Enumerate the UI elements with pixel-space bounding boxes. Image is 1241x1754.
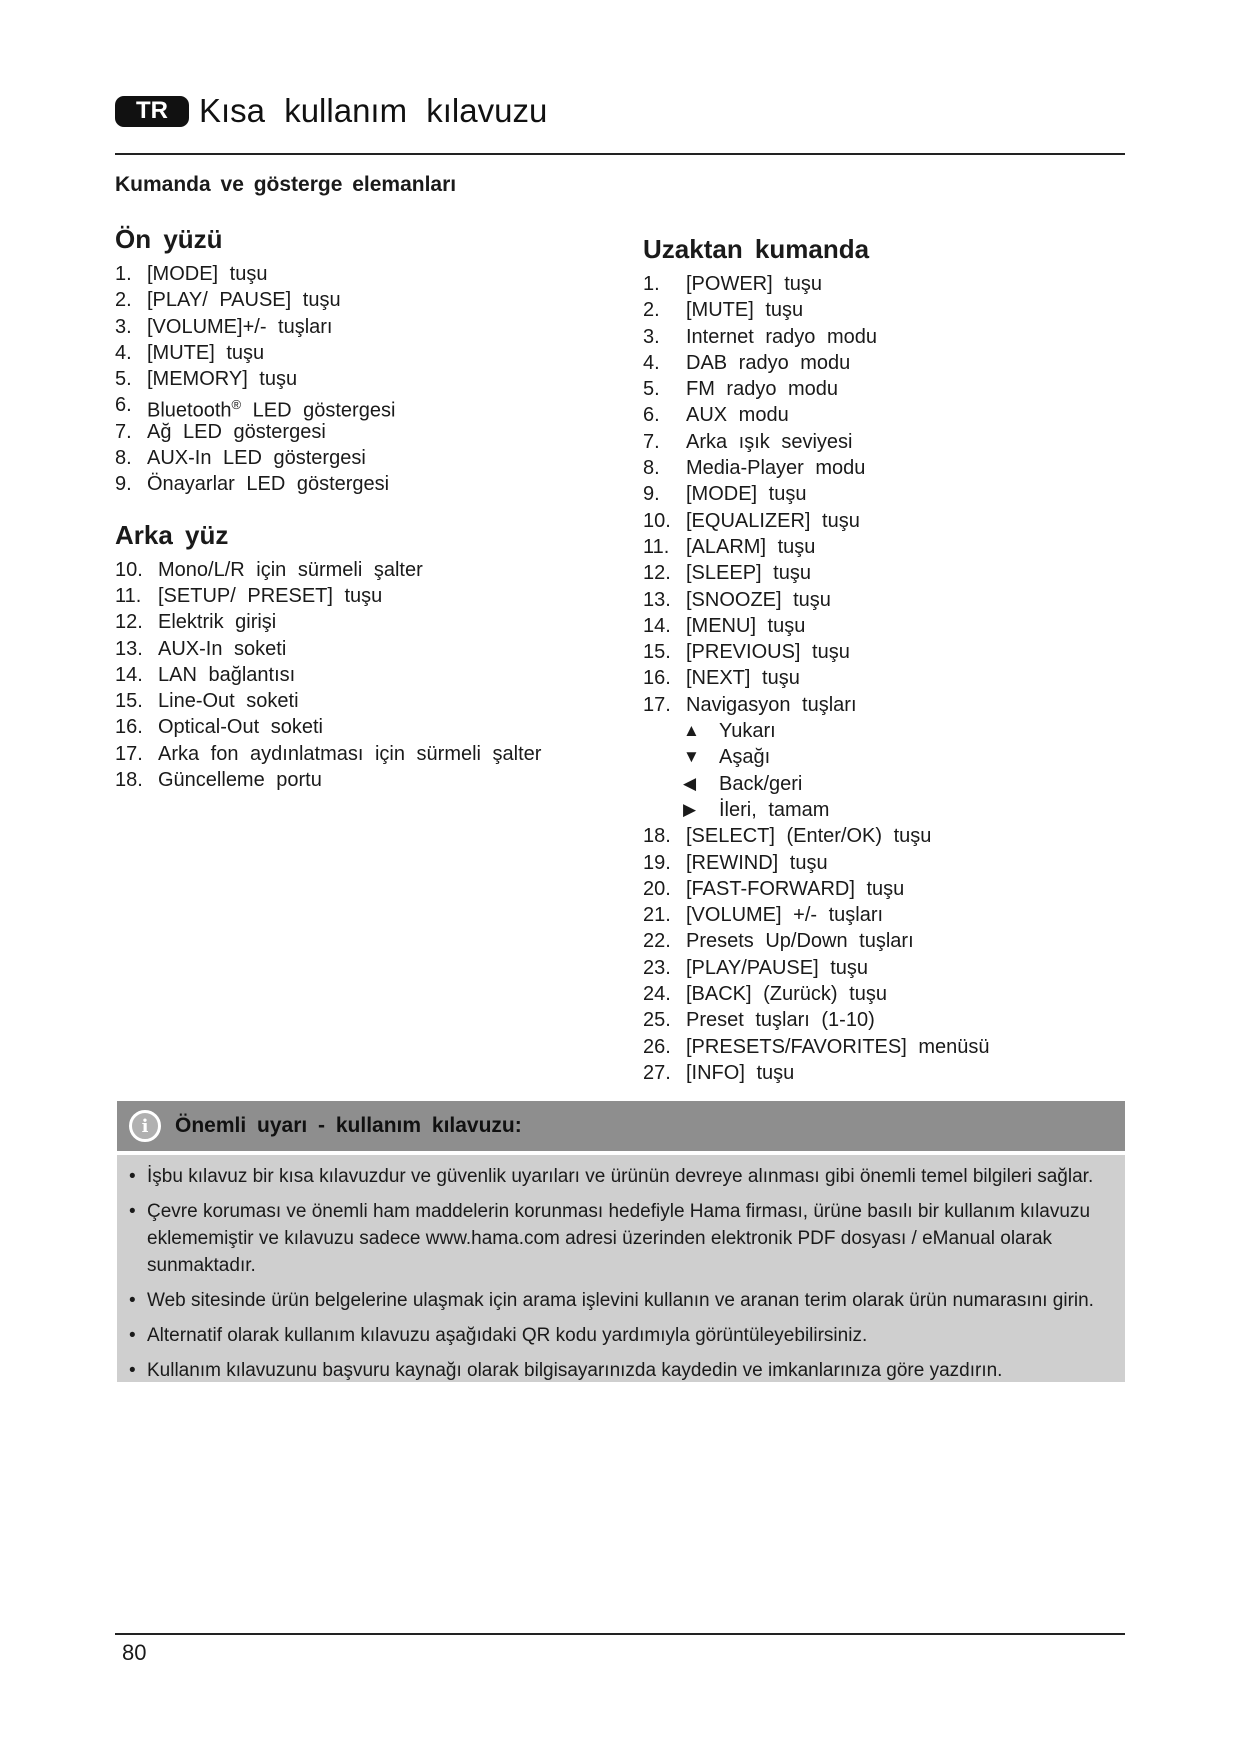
- item-text: [PREVIOUS] tuşu: [686, 641, 850, 664]
- item-text: [PLAY/PAUSE] tuşu: [686, 956, 869, 979]
- item-text: Back/geri: [719, 772, 803, 795]
- item-text: Arka fon aydınlatması için sürmeli şalter: [158, 742, 542, 765]
- item-text: [VOLUME]+/- tuşları: [147, 315, 333, 338]
- item-text: [SNOOZE] tuşu: [686, 588, 831, 611]
- list-item: [115, 287, 615, 313]
- list-item: [643, 429, 1123, 455]
- item-number: 23.: [643, 956, 671, 979]
- item-text: İleri, tamam: [719, 798, 830, 821]
- list-item: [115, 445, 615, 471]
- item-number: 6.: [643, 404, 660, 427]
- list-item: [643, 639, 1123, 665]
- page-header: [115, 92, 547, 130]
- list-item: [643, 902, 1123, 928]
- item-number: 10.: [643, 509, 671, 532]
- list-item: [643, 981, 1123, 1007]
- item-text: [EQUALIZER] tuşu: [686, 509, 860, 532]
- item-text: Presets Up/Down tuşları: [686, 930, 914, 953]
- item-text: [PLAY/ PAUSE] tuşu: [147, 289, 341, 312]
- notice-title: Önemli uyarı - kullanım kılavuzu:: [175, 1114, 522, 1137]
- item-number: 4.: [643, 351, 660, 374]
- document-title: Kısa kullanım kılavuzu: [199, 92, 548, 129]
- remote-control-title: Uzaktan kumanda: [643, 234, 870, 264]
- item-number: 2.: [643, 299, 660, 322]
- item-number: 9.: [643, 483, 660, 506]
- item-number: 7.: [643, 430, 660, 453]
- registered-mark: ®: [231, 397, 242, 413]
- item-number: 17.: [115, 742, 143, 765]
- list-item: [115, 314, 615, 340]
- notice-bullet: • Web sitesinde ürün belgelerine ulaşmak için arama işlevini kullanın ve aranan terim olarak ürün numarasını girin.: [129, 1287, 1107, 1314]
- notice-text: Alternatif olarak kullanım kılavuzu aşağıdaki QR kodu yardımıyla görüntüleyebilirsiniz.: [147, 1325, 868, 1346]
- item-number: 24.: [643, 983, 671, 1006]
- list-item: [115, 609, 615, 635]
- arrow-icon: ◀: [683, 773, 697, 793]
- item-number: 26.: [643, 1035, 671, 1058]
- important-notice-box: [117, 1101, 1125, 1382]
- item-number: 9.: [115, 473, 132, 496]
- list-item: [643, 692, 1123, 718]
- item-text: [VOLUME] +/- tuşları: [686, 904, 884, 927]
- notice-text: İşbu kılavuz bir kısa kılavuzdur ve güvenlik uyarıları ve ürünün devreye alınması gibi önemli temel bilgileri sağlar.: [147, 1166, 1094, 1187]
- arrow-icon: ▼: [683, 747, 700, 767]
- info-icon: i: [129, 1110, 161, 1142]
- list-item: [115, 636, 615, 662]
- item-text: Mono/L/R için sürmeli şalter: [158, 558, 423, 581]
- notice-header: [117, 1101, 1125, 1155]
- list-item: [643, 402, 1123, 428]
- right-column: [643, 234, 1123, 1086]
- item-number: 13.: [643, 588, 671, 611]
- list-item: [115, 419, 615, 445]
- list-item: [643, 508, 1123, 534]
- item-text: Line-Out soketi: [158, 690, 299, 713]
- item-text: [INFO] tuşu: [686, 1061, 795, 1084]
- item-number: 3.: [115, 315, 132, 338]
- item-number: 22.: [643, 930, 671, 953]
- page-number: 80: [122, 1640, 147, 1665]
- list-item: [643, 876, 1123, 902]
- notice-bullet: • Alternatif olarak kullanım kılavuzu aşağıdaki QR kodu yardımıyla görüntüleyebilirsiniz.: [129, 1322, 1107, 1349]
- header-divider: [115, 153, 1125, 155]
- list-item: [115, 340, 615, 366]
- list-item: [115, 688, 615, 714]
- item-number: 14.: [115, 663, 143, 686]
- list-item: [115, 471, 615, 497]
- list-item: [115, 366, 615, 392]
- item-number: 16.: [643, 667, 671, 690]
- list-item: [643, 350, 1123, 376]
- item-number: 1.: [115, 263, 132, 285]
- item-text: [PRESETS/FAVORITES] menüsü: [686, 1035, 990, 1058]
- list-item: [643, 271, 1123, 297]
- list-item: [643, 534, 1123, 560]
- list-item: [643, 376, 1123, 402]
- item-text: Internet radyo modu: [686, 325, 877, 348]
- item-number: 8.: [115, 447, 132, 470]
- item-number: 12.: [643, 562, 671, 585]
- list-item: [115, 741, 615, 767]
- arrow-icon: ▶: [683, 799, 697, 819]
- item-text: DAB radyo modu: [686, 351, 851, 374]
- item-number: 21.: [643, 904, 671, 927]
- list-item: [115, 767, 615, 793]
- item-text: Önayarlar LED göstergesi: [147, 473, 390, 496]
- notice-text: Çevre koruması ve önemli ham maddelerin korunması hedefiyle Hama firması, ürüne basılı bir kullanım kılavuzu eklememiştir ve kılavuzu sadece www.hama.com adresi üzerinden elektronik PDF dosyası / eManual olarak sunmaktadır.: [147, 1201, 1091, 1276]
- item-number: 12.: [115, 611, 143, 634]
- item-text: Elektrik girişi: [158, 611, 277, 634]
- item-text: Yukarı: [719, 720, 776, 743]
- item-number: 15.: [115, 690, 143, 713]
- item-number: 5.: [643, 378, 660, 401]
- item-text: [SLEEP] tuşu: [686, 562, 811, 585]
- item-number: 14.: [643, 614, 671, 637]
- list-item: [643, 955, 1123, 981]
- item-text: [MODE] tuşu: [147, 263, 268, 285]
- item-text: [SETUP/ PRESET] tuşu: [158, 584, 383, 607]
- list-item: [643, 850, 1123, 876]
- item-text: [MEMORY] tuşu: [147, 368, 298, 391]
- navigation-subitem: [643, 797, 1123, 823]
- navigation-subitem: [643, 744, 1123, 770]
- item-text: AUX modu: [686, 404, 789, 427]
- item-text: [MUTE] tuşu: [147, 341, 265, 364]
- item-text: [SELECT] (Enter/OK) tuşu: [686, 825, 932, 848]
- list-item: [643, 560, 1123, 586]
- item-text: [MODE] tuşu: [686, 483, 807, 506]
- item-text: [BACK] (Zurück) tuşu: [686, 983, 887, 1006]
- front-panel-list: [115, 261, 615, 498]
- notice-bullet-list: [117, 1155, 1125, 1384]
- item-text: [MUTE] tuşu: [686, 299, 804, 322]
- navigation-subitem: [643, 718, 1123, 744]
- item-number: 6.: [115, 394, 132, 417]
- item-text: FM radyo modu: [686, 378, 839, 401]
- list-item: [115, 662, 615, 688]
- item-number: 11.: [115, 584, 142, 607]
- navigation-subitem: [643, 771, 1123, 797]
- item-text: [ALARM] tuşu: [686, 535, 816, 558]
- item-number: 25.: [643, 1009, 671, 1032]
- list-item: [643, 587, 1123, 613]
- section-heading: Kumanda ve gösterge elemanları: [115, 173, 457, 196]
- list-item: [643, 1034, 1123, 1060]
- list-item: [115, 261, 615, 287]
- item-text: Media-Player modu: [686, 457, 866, 480]
- item-text: Optical-Out soketi: [158, 716, 323, 739]
- list-item: [643, 665, 1123, 691]
- item-number: 4.: [115, 341, 132, 364]
- list-item: [643, 613, 1123, 639]
- notice-text: Kullanım kılavuzunu başvuru kaynağı olarak bilgisayarınızda kaydedin ve imkanlarınıza göre yazdırın.: [147, 1360, 1003, 1381]
- item-text: [POWER] tuşu: [686, 273, 823, 295]
- item-text: [REWIND] tuşu: [686, 851, 828, 874]
- list-item: [643, 297, 1123, 323]
- item-number: 7.: [115, 420, 132, 443]
- item-text: Güncelleme portu: [158, 769, 322, 792]
- item-number: 11.: [643, 535, 670, 558]
- item-text: [NEXT] tuşu: [686, 667, 800, 690]
- remote-list-b: [643, 508, 1123, 718]
- item-number: 1.: [643, 273, 660, 295]
- item-number: 13.: [115, 637, 143, 660]
- item-number: 5.: [115, 368, 132, 391]
- item-number: 16.: [115, 716, 143, 739]
- item-text: Aşağı: [719, 746, 771, 769]
- item-number: 3.: [643, 325, 660, 348]
- list-item: [115, 392, 615, 423]
- list-item: [643, 823, 1123, 849]
- list-item: [643, 1060, 1123, 1086]
- left-column: [115, 224, 615, 793]
- item-text: LAN bağlantısı: [158, 663, 296, 686]
- list-item: [115, 557, 615, 583]
- item-number: 17.: [643, 693, 671, 716]
- item-number: 2.: [115, 289, 132, 312]
- list-item: [643, 324, 1123, 350]
- item-text: Bluetooth® LED göstergesi: [147, 397, 396, 423]
- remote-list-a: [643, 271, 1123, 508]
- list-item: [643, 928, 1123, 954]
- back-panel-list: [115, 557, 615, 794]
- navigation-sublist: [643, 718, 1123, 823]
- item-text: Arka ışık seviyesi: [686, 430, 853, 453]
- notice-bullet: • Çevre koruması ve önemli ham maddelerin korunması hedefiyle Hama firması, ürüne basılı bir kullanım kılavuzu eklememiştir ve kılavuzu sadece www.hama.com adresi üzerinden elektronik PDF dosyası / eManual olarak sunmaktadır.: [129, 1198, 1107, 1279]
- item-text: AUX-In LED göstergesi: [147, 447, 366, 470]
- item-text: Preset tuşları (1-10): [686, 1009, 875, 1032]
- footer-divider: [115, 1633, 1125, 1635]
- list-item: [643, 481, 1123, 507]
- list-item: [115, 714, 615, 740]
- item-text: [MENU] tuşu: [686, 614, 806, 637]
- item-text: AUX-In soketi: [158, 637, 287, 660]
- list-item: [643, 455, 1123, 481]
- notice-bullet: • İşbu kılavuz bir kısa kılavuzdur ve güvenlik uyarıları ve ürünün devreye alınması gibi önemli temel bilgileri sağlar.: [129, 1163, 1107, 1190]
- item-number: 18.: [115, 769, 143, 792]
- item-text: Ağ LED göstergesi: [147, 420, 326, 443]
- item-number: 8.: [643, 457, 660, 480]
- language-badge: TR: [115, 96, 189, 127]
- item-number: 15.: [643, 641, 671, 664]
- item-number: 18.: [643, 825, 671, 848]
- list-item: [115, 583, 615, 609]
- arrow-icon: ▲: [683, 721, 700, 741]
- item-number: 10.: [115, 558, 143, 581]
- list-item: [643, 1007, 1123, 1033]
- item-text: [FAST-FORWARD] tuşu: [686, 877, 905, 900]
- notice-bullet: • Kullanım kılavuzunu başvuru kaynağı olarak bilgisayarınızda kaydedin ve imkanlarınıza göre yazdırın.: [129, 1357, 1107, 1384]
- notice-text: Web sitesinde ürün belgelerine ulaşmak için arama işlevini kullanın ve aranan terim olarak ürün numarasını girin.: [147, 1290, 1094, 1311]
- item-number: 27.: [643, 1061, 671, 1084]
- front-panel-title: Ön yüzü: [115, 224, 223, 254]
- back-panel-title: Arka yüz: [115, 519, 229, 550]
- item-number: 20.: [643, 877, 671, 900]
- item-number: 19.: [643, 851, 671, 874]
- item-text: Navigasyon tuşları: [686, 693, 857, 716]
- remote-list-c: [643, 823, 1123, 1086]
